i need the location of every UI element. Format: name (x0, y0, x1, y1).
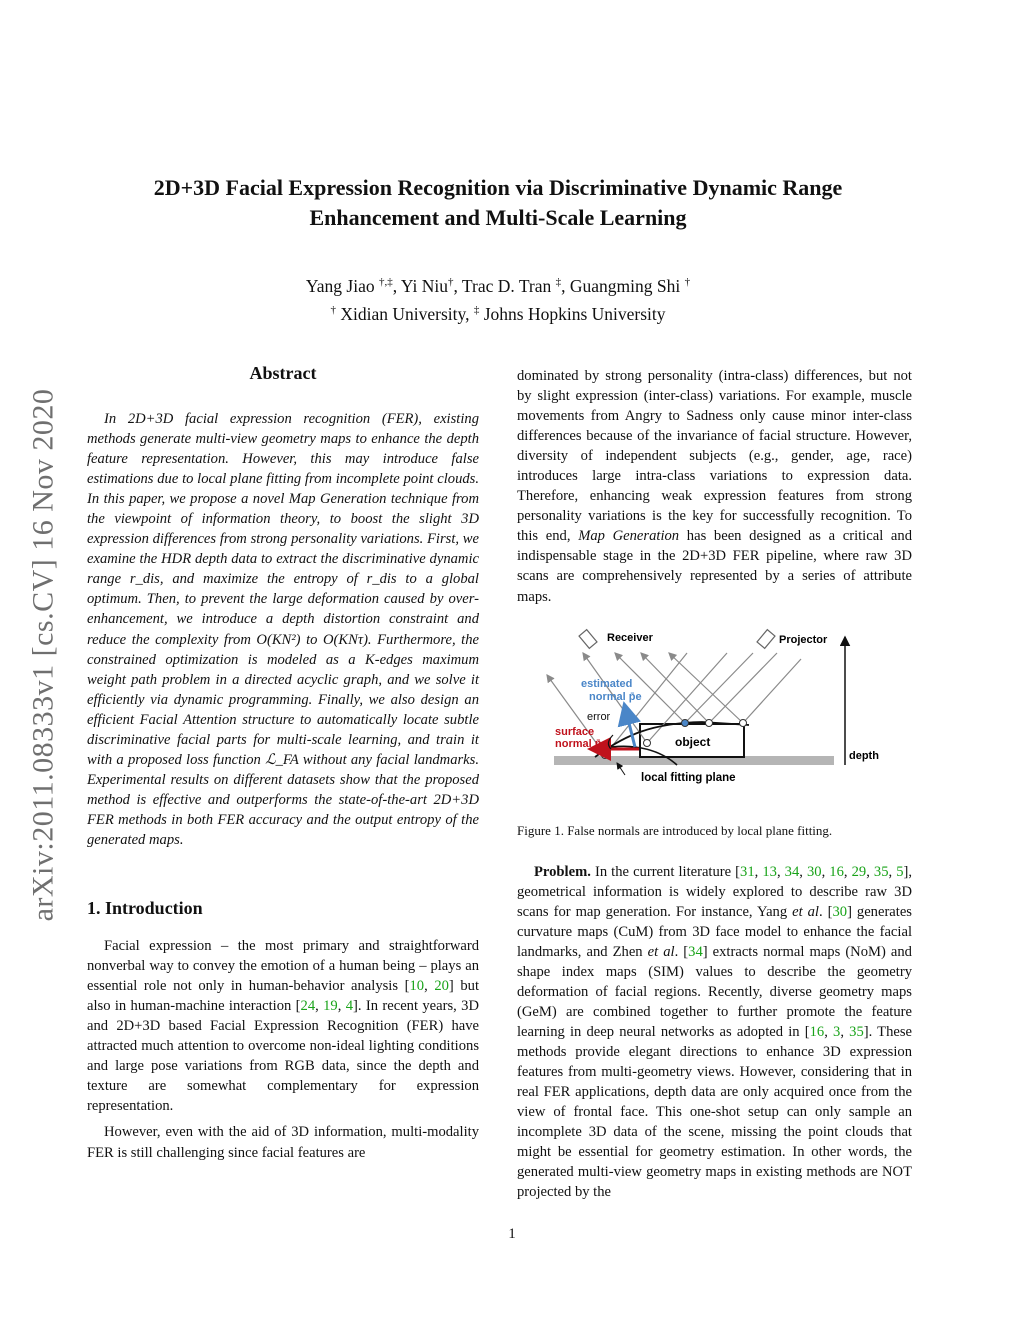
estimated-normal-arrow (625, 707, 635, 747)
author-4-mark: † (684, 276, 691, 288)
intro-paragraph-1 (87, 936, 479, 1116)
problem-label: Problem. (534, 863, 591, 880)
citation-sep: , (843, 863, 852, 880)
author-2: , Yi Niu (392, 275, 448, 296)
intro-p1-text-a: Facial expression – the most primary and straightforward nonverbal way to convey the emotion of a human being – plays an essential role not only in human-behavior analysis [ (87, 938, 479, 995)
arxiv-identifier (14, 360, 72, 950)
citation-24[interactable]: 24 (300, 998, 316, 1015)
problem-text: ] generates curvature maps (CuM) from 3D face model to enhance the facial landmarks, and Zhen (517, 903, 912, 960)
right-p1-text-b: has been designed as a critical and indispensable stage in the 2D+3D FER pipeline, where raw 3D scans are comprehensively represented by a series of attribute maps. (517, 528, 913, 605)
citation-4[interactable]: 4 (345, 998, 354, 1015)
citation-16[interactable]: 16 (829, 863, 844, 880)
intro-p1-text-c: ]. In recent years, 3D and 2D+3D based Facial Expression Recognition (FER) have attracted much attention to overcome non-ideal lighting conditions and large pose variations from RGB data, since the depth and texture are somewhat complementary for expression representation. (87, 998, 479, 1115)
projector-icon (757, 629, 775, 648)
affiliation-2-mark: ‡ (473, 303, 480, 316)
citation-sep: , (821, 863, 830, 880)
label-surface: surface (555, 725, 595, 738)
figure-1-caption: Figure 1. False normals are introduced by local plane fitting. (517, 822, 833, 838)
author-1-mark: †,‡ (378, 276, 393, 288)
author-2-mark: † (448, 276, 454, 288)
introduction-heading: 1. Introduction (87, 898, 203, 919)
citation-sep: , (840, 1023, 850, 1040)
author-names (60, 270, 936, 298)
et-al: et al (792, 903, 819, 920)
label-local-fitting-plane: local fitting plane (641, 771, 736, 784)
paper-title (60, 173, 936, 233)
et-al: et al (647, 943, 675, 960)
citation-sep: , (754, 863, 763, 880)
problem-text: . [ (674, 943, 689, 960)
affiliation-1: Xidian University, (335, 303, 474, 324)
figure-1 (517, 625, 912, 800)
citation-20[interactable]: 20 (434, 978, 449, 995)
title-line-1: 2D+3D Facial Expression Recognition via Discriminative Dynamic Range (153, 175, 843, 200)
citation-29[interactable]: 29 (851, 863, 867, 880)
citation-sep: , (776, 863, 785, 880)
label-normal-p: normal p̄ (555, 737, 602, 750)
citation-3[interactable]: 3 (833, 1023, 841, 1040)
title-line-2: Enhancement and Multi-Scale Learning (309, 205, 687, 230)
author-3: , Trac D. Tran (453, 275, 556, 296)
label-error: error (587, 710, 611, 723)
label-estimated: estimated (581, 677, 633, 690)
right-paragraph-1 (517, 366, 912, 607)
author-1: Yang Jiao (305, 275, 379, 296)
arxiv-identifier-text: arXiv:2011.08333v1 [cs.CV] 16 Nov 2020 (26, 388, 59, 922)
problem-text: ]. These methods provide elegant directions to enhance 3D expression features from multi-geometry views. However, considering that in real FER applications, depth data are only acquired once from the view of frontal face. This one-shot setup can only sample an incomplete 3D data of the scene, missing the point clouds that might be essential for geometry estimation. In other words, the generated multi-view geometry maps in existing methods are NOT projected by the (517, 1023, 913, 1201)
intro-p1-sep: , (424, 978, 435, 995)
citation-5[interactable]: 5 (896, 863, 904, 880)
label-projector: Projector (779, 633, 828, 646)
author-affiliations (60, 298, 936, 326)
intro-paragraph-2: However, even with the aid of 3D information, multi-modality FER is still challenging since facial features are (87, 1124, 479, 1161)
citation-34[interactable]: 34 (688, 943, 703, 960)
citation-35[interactable]: 35 (849, 1023, 864, 1040)
label-object: object (675, 734, 711, 749)
right-p1-text-a: dominated by strong personality (intra-class) differences, but not by slight expression (inter-class) variations. For example, muscle movements from Angry to Sadness only cause minor inter-class differences because of the invariance of facial structure. However, diversity of independent subjects (e.g., gender, age, race) introduces large intra-class variations to expression data. Therefore, enhancing weak expression features from strong personality variations is the key for successfully recognition. To this end, (517, 368, 912, 545)
abstract-text: In 2D+3D facial expression recognition (FER), existing methods generate multi-view geometry maps to enhance the depth feature representation. However, this may introduce false estimations due to local plane fitting from incomplete point clouds. In this paper, we propose a novel Map Generation technique from the viewpoint of information theory, to boost the slight 3D expression differences from strong personality variations. First, we examine the HDR depth data to extract the discriminative dynamic range r_dis, and maximize the entropy of r_dis to a global optimum. Then, to prevent the large deformation caused by over-enhancement, we introduce a depth distortion constraint and reduce the complexity from O(KN²) to O(KNτ). Furthermore, the constrained optimization is modeled as a K-edges maximum weight path problem in a directed acyclic graph, and we solve it efficiently via dynamic programming. Finally, we also design an efficient Facial Attention structure to automatically locate subtle discriminative facial parts for multi-scale learning, and train it with a proposed loss function ℒ_FA without any facial landmarks. Experimental results on different datasets show that the proposed method is effective and outperforms the state-of-the-art 2D+3D FER methods in both FER accuracy and the output entropy of the generated maps. (87, 411, 479, 848)
problem-paragraph (517, 862, 912, 1203)
author-3-mark: ‡ (555, 276, 562, 288)
citation-30[interactable]: 30 (832, 903, 848, 920)
figure-1-diagram (517, 625, 912, 800)
author-block (60, 270, 936, 326)
right-column (517, 366, 912, 1202)
intro-p1-sep: , (315, 998, 324, 1015)
citation-30[interactable]: 30 (806, 863, 822, 880)
label-depth: depth (849, 749, 879, 762)
author-4: , Guangming Shi (561, 275, 685, 296)
problem-text: . [ (818, 903, 833, 920)
citation-sep: , (799, 863, 807, 880)
citation-sep: , (866, 863, 874, 880)
citation-16[interactable]: 16 (809, 1023, 825, 1040)
citation-34[interactable]: 34 (784, 863, 800, 880)
affiliation-1-mark: † (330, 303, 336, 316)
problem-text: ], geometrical information is widely explored to describe raw 3D scans for map generation. For instance, Yang (517, 863, 913, 920)
intro-p1-text-b: ] but also in human-machine interaction [ (87, 978, 479, 1015)
problem-text: ] extracts normal maps (NoM) and shape index maps (SIM) values to describe the geometry deformation of facial regions. Recently, diverse geometry maps (GeM) are combined together to further promote the feature learning in deep neural networks as adopted in [ (517, 943, 912, 1040)
citation-35[interactable]: 35 (873, 863, 889, 880)
label-receiver: Receiver (607, 631, 653, 644)
page-number: 1 (508, 1226, 516, 1242)
affiliation-2: Johns Hopkins University (479, 303, 666, 324)
label-normal-pe: normal p̄e (589, 690, 642, 703)
citation-13[interactable]: 13 (762, 863, 777, 880)
citation-19[interactable]: 19 (323, 998, 338, 1015)
citation-10[interactable]: 10 (409, 978, 425, 995)
citation-sep: , (824, 1023, 834, 1040)
problem-text: In the current literature [ (590, 863, 741, 880)
citation-31[interactable]: 31 (740, 863, 755, 880)
left-column (87, 362, 479, 1163)
citation-sep: , (888, 863, 897, 880)
right-p1-emphasis: Map Generation (578, 528, 680, 545)
receiver-icon (579, 629, 597, 648)
abstract-heading: Abstract (249, 363, 317, 383)
intro-p1-sep: , (337, 998, 346, 1015)
